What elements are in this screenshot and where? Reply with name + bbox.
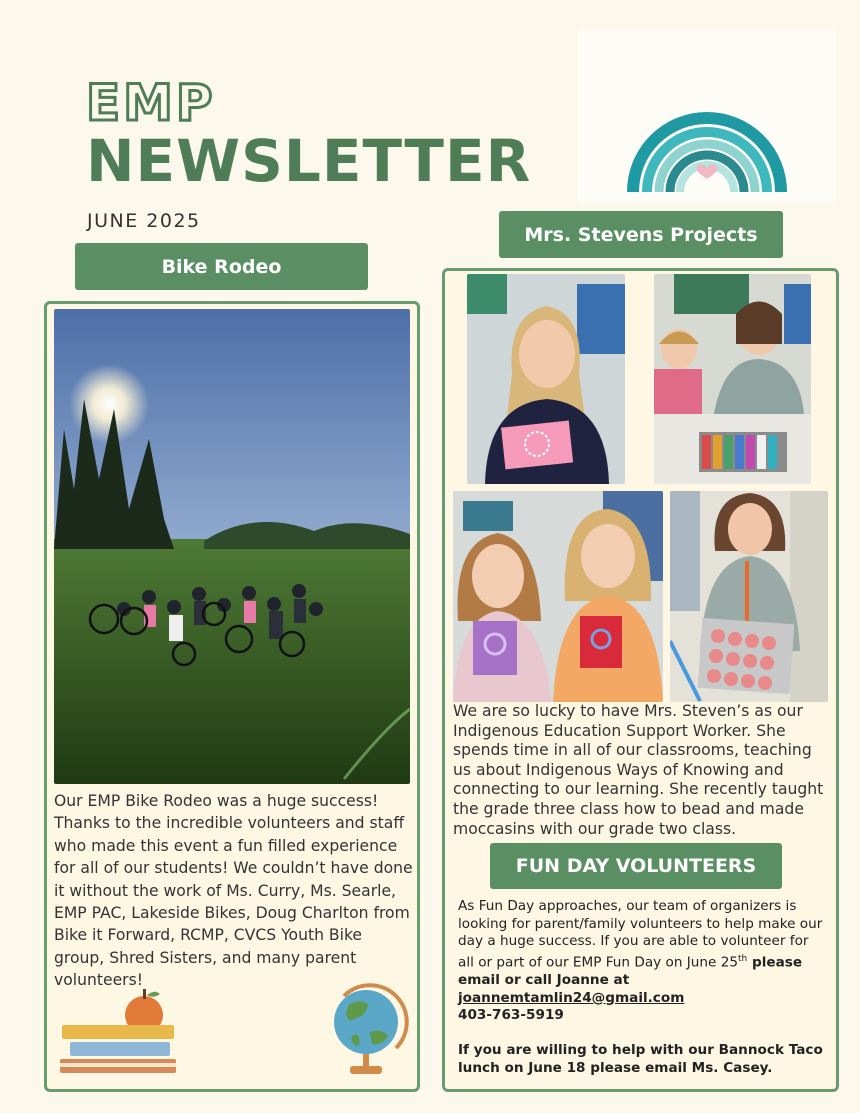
bike-rodeo-heading: Bike Rodeo <box>75 243 368 290</box>
fun-day-text <box>458 898 828 1077</box>
moccasin-photo-teacher-tray <box>670 491 828 702</box>
books-apple-icon <box>58 985 178 1077</box>
title-newsletter: NEWSLETTER <box>86 127 532 195</box>
globe-icon <box>330 982 410 1078</box>
stevens-text: We are so lucky to have Mrs. Steven’s as our Indigenous Education Support Worker. She spends time in all of our classrooms, teaching us about Indigenous Ways of Knowing and connecting to our learning. She recently taught the grade three class how to bead and made moccasins with our grade two class. <box>453 702 824 838</box>
bike-rodeo-text: Our EMP Bike Rodeo was a huge success! Thanks to the incredible volunteers and staff who made this event a fun filled experience for all of our students! We couldn’t have done it without the work of Ms. Curry, Ms. Searle, EMP PAC, Lakeside Bikes, Doug Charlton from Bike it Forward, RCMP, CVCS Youth Bike group, Shred Sisters, and many parent volunteers! <box>54 792 413 990</box>
rainbow-icon <box>578 30 836 202</box>
fun-day-intro: As Fun Day approaches, our team of organizers is looking for parent/family volunteers to help make our day a huge success. If you are able to volunteer for all or part of our EMP Fun Day on June 25 <box>458 898 823 971</box>
bike-rodeo-photo <box>54 309 410 784</box>
contact-phone: 403-763-5919 <box>458 1007 564 1024</box>
bannock-taco-request: If you are willing to help with our Bannock Taco lunch on June 18 please email Ms. Casey. <box>458 1042 823 1076</box>
fun-day-date-suffix: th <box>738 953 748 964</box>
title-emp: EMP <box>86 74 216 132</box>
issue-date: JUNE 2025 <box>87 210 201 232</box>
stevens-heading: Mrs. Stevens Projects <box>499 211 783 258</box>
beadwork-photo-teacher-boy <box>654 274 811 484</box>
fun-day-cta: please email or call Joanne at <box>458 954 803 988</box>
beadwork-photo-two-girls <box>453 491 663 702</box>
beadwork-photo-girl-pink <box>467 274 625 484</box>
fun-day-heading: FUN DAY VOLUNTEERS <box>490 843 782 889</box>
contact-email-link[interactable]: joannemtamlin24@gmail.com <box>458 989 685 1006</box>
